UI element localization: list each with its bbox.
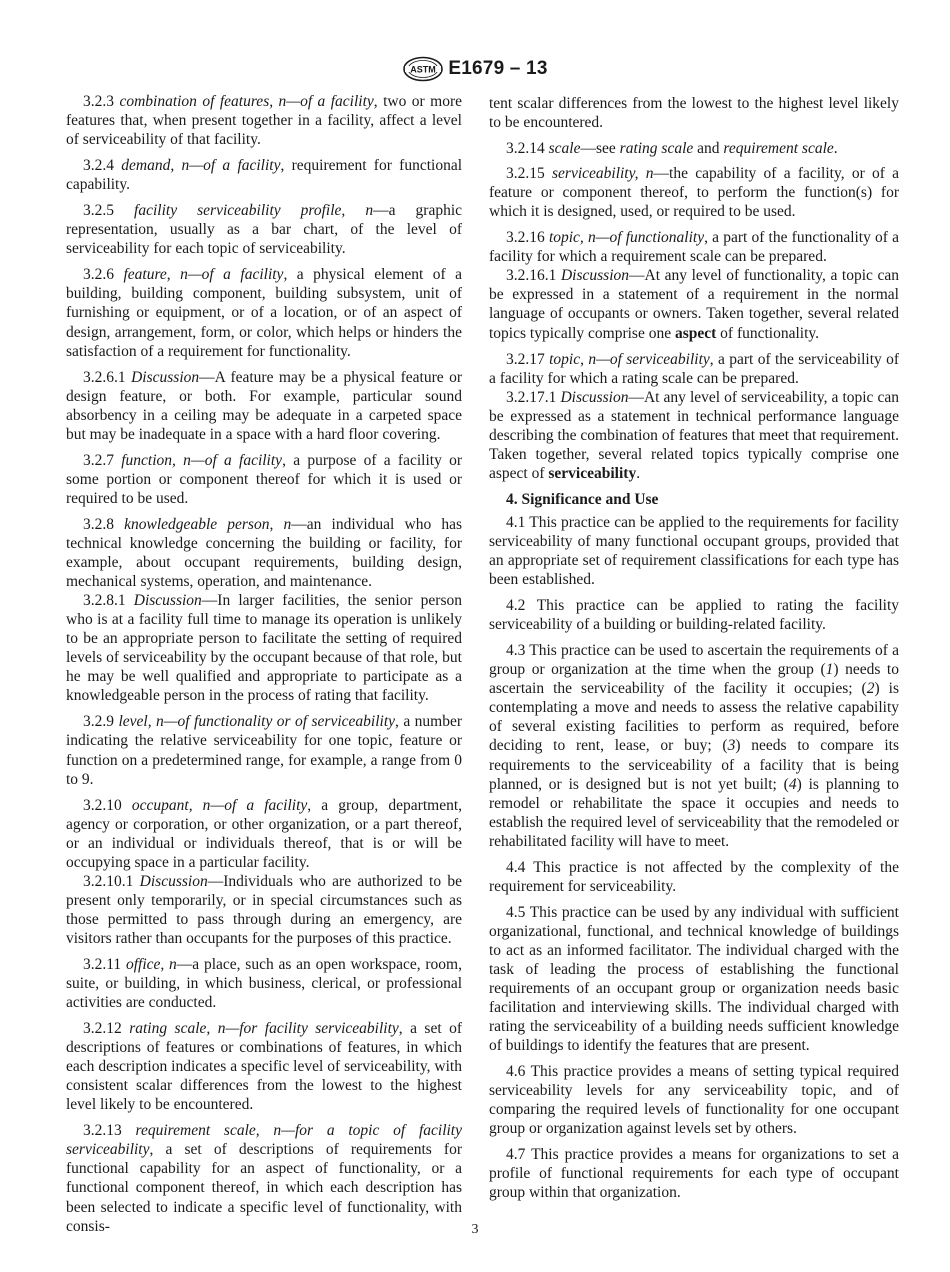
- discussion-3-2-16-1: 3.2.16.1 Discussion—At any level of functionality, a topic can be expressed in a statement of a requirement in the normal language of occupants or owners. Taken together, several related topics typically comprise one aspect of functionality.: [489, 267, 899, 342]
- definition-3-2-5: 3.2.5 facility serviceability profile, n—a graphic representation, usually as a bar chart, of the level of serviceability for each topic of serviceability.: [66, 202, 463, 258]
- paragraph-4-4: 4.4 This practice is not affected by the complexity of the requirement for serviceability.: [489, 858, 899, 895]
- discussion-3-2-8-1: 3.2.8.1 Discussion—In larger facilities, the senior person who is at a facility full time to manage its operation is unlikely to be an appropriate person to facilitate the setting of required levels of serviceability by the occupant because of that role, but he may be well qualified and appropriate to participate as a knowledgeable person in the process of rating that facility.: [66, 592, 463, 705]
- discussion-3-2-10-1: 3.2.10.1 Discussion—Individuals who are authorized to be present only temporarily, or in special circumstances such as those permitted to pass through during an emergency, are visitors rather than occupants for the purposes of this practice.: [66, 872, 463, 947]
- paragraph-4-6: 4.6 This practice provides a means of setting typical required serviceability levels for any serviceability topic, and of comparing the required levels of functionality for one occupant group or organization against levels set by others.: [489, 1063, 899, 1138]
- astm-logo-icon: [402, 56, 444, 82]
- definition-3-2-7: 3.2.7 function, n—of a facility, a purpose of a facility or some portion or component thereof for which it is used or required to be used.: [66, 451, 462, 507]
- definition-3-2-12: 3.2.12 rating scale, n—for facility serviceability, a set of descriptions of features or combinations of features, in which each description indicates a specific level of serviceability, with consistent scalar differences from the lowest to the highest level likely to be encountered.: [66, 1020, 462, 1114]
- discussion-3-2-6-1: 3.2.6.1 Discussion—A feature may be a physical feature or design feature, or both. For example, particular sound absorbency in a ceiling may be adequate in a carpeted space but may be inadequate in a space with a hard floor covering.: [66, 368, 463, 443]
- definition-3-2-14: 3.2.14 scale—see rating scale and requirement scale.: [506, 140, 838, 158]
- definition-3-2-10: 3.2.10 occupant, n—of a facility, a group, department, agency or corporation, or other organization, or a part thereof, or an individual or individuals thereof, that is or will be occupying space in a particular facility.: [66, 796, 463, 871]
- definition-3-2-15: 3.2.15 serviceability, n—the capability of a facility, or of a feature or component thereof, to perform the function(s) for which it is designed, used, or required to be used.: [489, 165, 900, 221]
- page-number: 3: [471, 1222, 479, 1237]
- discussion-3-2-17-1: 3.2.17.1 Discussion—At any level of serviceability, a topic can be expressed as a statement in technical performance language describing the combination of features that meet that requirement. Taken together, several related topics typically comprise one aspect of serviceability.: [489, 388, 899, 482]
- definition-3-2-13-continued: tent scalar differences from the lowest to the highest level likely to be encountered.: [489, 95, 899, 132]
- definition-3-2-11: 3.2.11 office, n—a place, such as an open workspace, room, suite, or building, in which business, clerical, or professional activities are conducted.: [66, 955, 462, 1012]
- paragraph-4-7: 4.7 This practice provides a means for organizations to set a profile of functional requirements for each type of occupant group within that organization.: [489, 1146, 899, 1202]
- definition-3-2-16: 3.2.16 topic, n—of functionality, a part of the functionality of a facility for which a requirement scale can be prepared.: [489, 229, 900, 266]
- definition-3-2-4: 3.2.4 demand, n—of a facility, requirement for functional capability.: [66, 157, 463, 194]
- definition-3-2-8: 3.2.8 knowledgeable person, n—an individual who has technical knowledge concerning the building or facility, for example, about occupant requirements, building design, mechanical systems, operation, and maintenance.: [66, 515, 463, 591]
- left-column: [66, 92, 462, 1236]
- standard-designation: E1679 – 13: [448, 58, 548, 79]
- definition-3-2-17: 3.2.17 topic, n—of serviceability, a part of the serviceability of a facility for which a rating scale can be prepared.: [489, 350, 900, 387]
- page-header: [0, 56, 950, 82]
- paragraph-4-5: 4.5 This practice can be used by any individual with sufficient organizational, functional, and technical knowledge of buildings to act as an informed facilitator. The individual charged with the task of leading the process of establishing the functional requirements of an occupant group or organization needs basic facilitation and interviewing skills. The individual charged with rating the serviceability of a building needs sufficient knowledge of buildings to identify the features that are present.: [489, 903, 899, 1055]
- definition-3-2-6: 3.2.6 feature, n—of a facility, a physical element of a building, building component, building subsystem, unit of furnishing or equipment, or of a location, or of an aspect of design, arrangement, form, or color, which helps or hinders the satisfaction of a requirement for functionality.: [66, 266, 462, 360]
- logo-text: ASTM: [410, 64, 437, 75]
- definition-3-2-3: 3.2.3 combination of features, n—of a facility, two or more features that, when present together in a facility, affect a level of serviceability of that facility.: [66, 93, 462, 149]
- definition-3-2-9: 3.2.9 level, n—of functionality or of serviceability, a number indicating the relative serviceability for one topic, feature or function on a predetermined range, for example, a range from 0 to 9.: [66, 713, 462, 788]
- paragraph-4-3: 4.3 This practice can be used to ascertain the requirements of a group or organization at the time when the group (1) needs to ascertain the serviceability of the facility it occupies; (2) is contemplating a move and needs to assess the relative capability of several existing facilities to perform as required, before deciding to rent, lease, or buy; (3) needs to compare its requirements to the serviceability of a facility that is being planned, or is designed but is not yet built; (4) is planning to remodel or rehabilitate the space it occupies and needs to establish the required level of serviceability that the remodeled or rehabilitated facility will have to meet.: [489, 642, 900, 850]
- paragraph-4-2: 4.2 This practice can be applied to rating the facility serviceability of a building or building-related facility.: [489, 597, 899, 634]
- paragraph-4-1: 4.1 This practice can be applied to the requirements for facility serviceability of many functional occupant groups, provided that an appropriate set of requirement classifications for each type has been established.: [489, 513, 899, 589]
- right-column: [489, 94, 899, 1203]
- definition-3-2-13: 3.2.13 requirement scale, n—for a topic of facility serviceability, a set of descriptions of requirements for functional capability for an aspect of functionality, or a functional component thereof, in which each description has been selected to indicate a specific level of functionality, with consis-: [66, 1122, 462, 1235]
- section-4-heading: 4. Significance and Use: [506, 490, 659, 508]
